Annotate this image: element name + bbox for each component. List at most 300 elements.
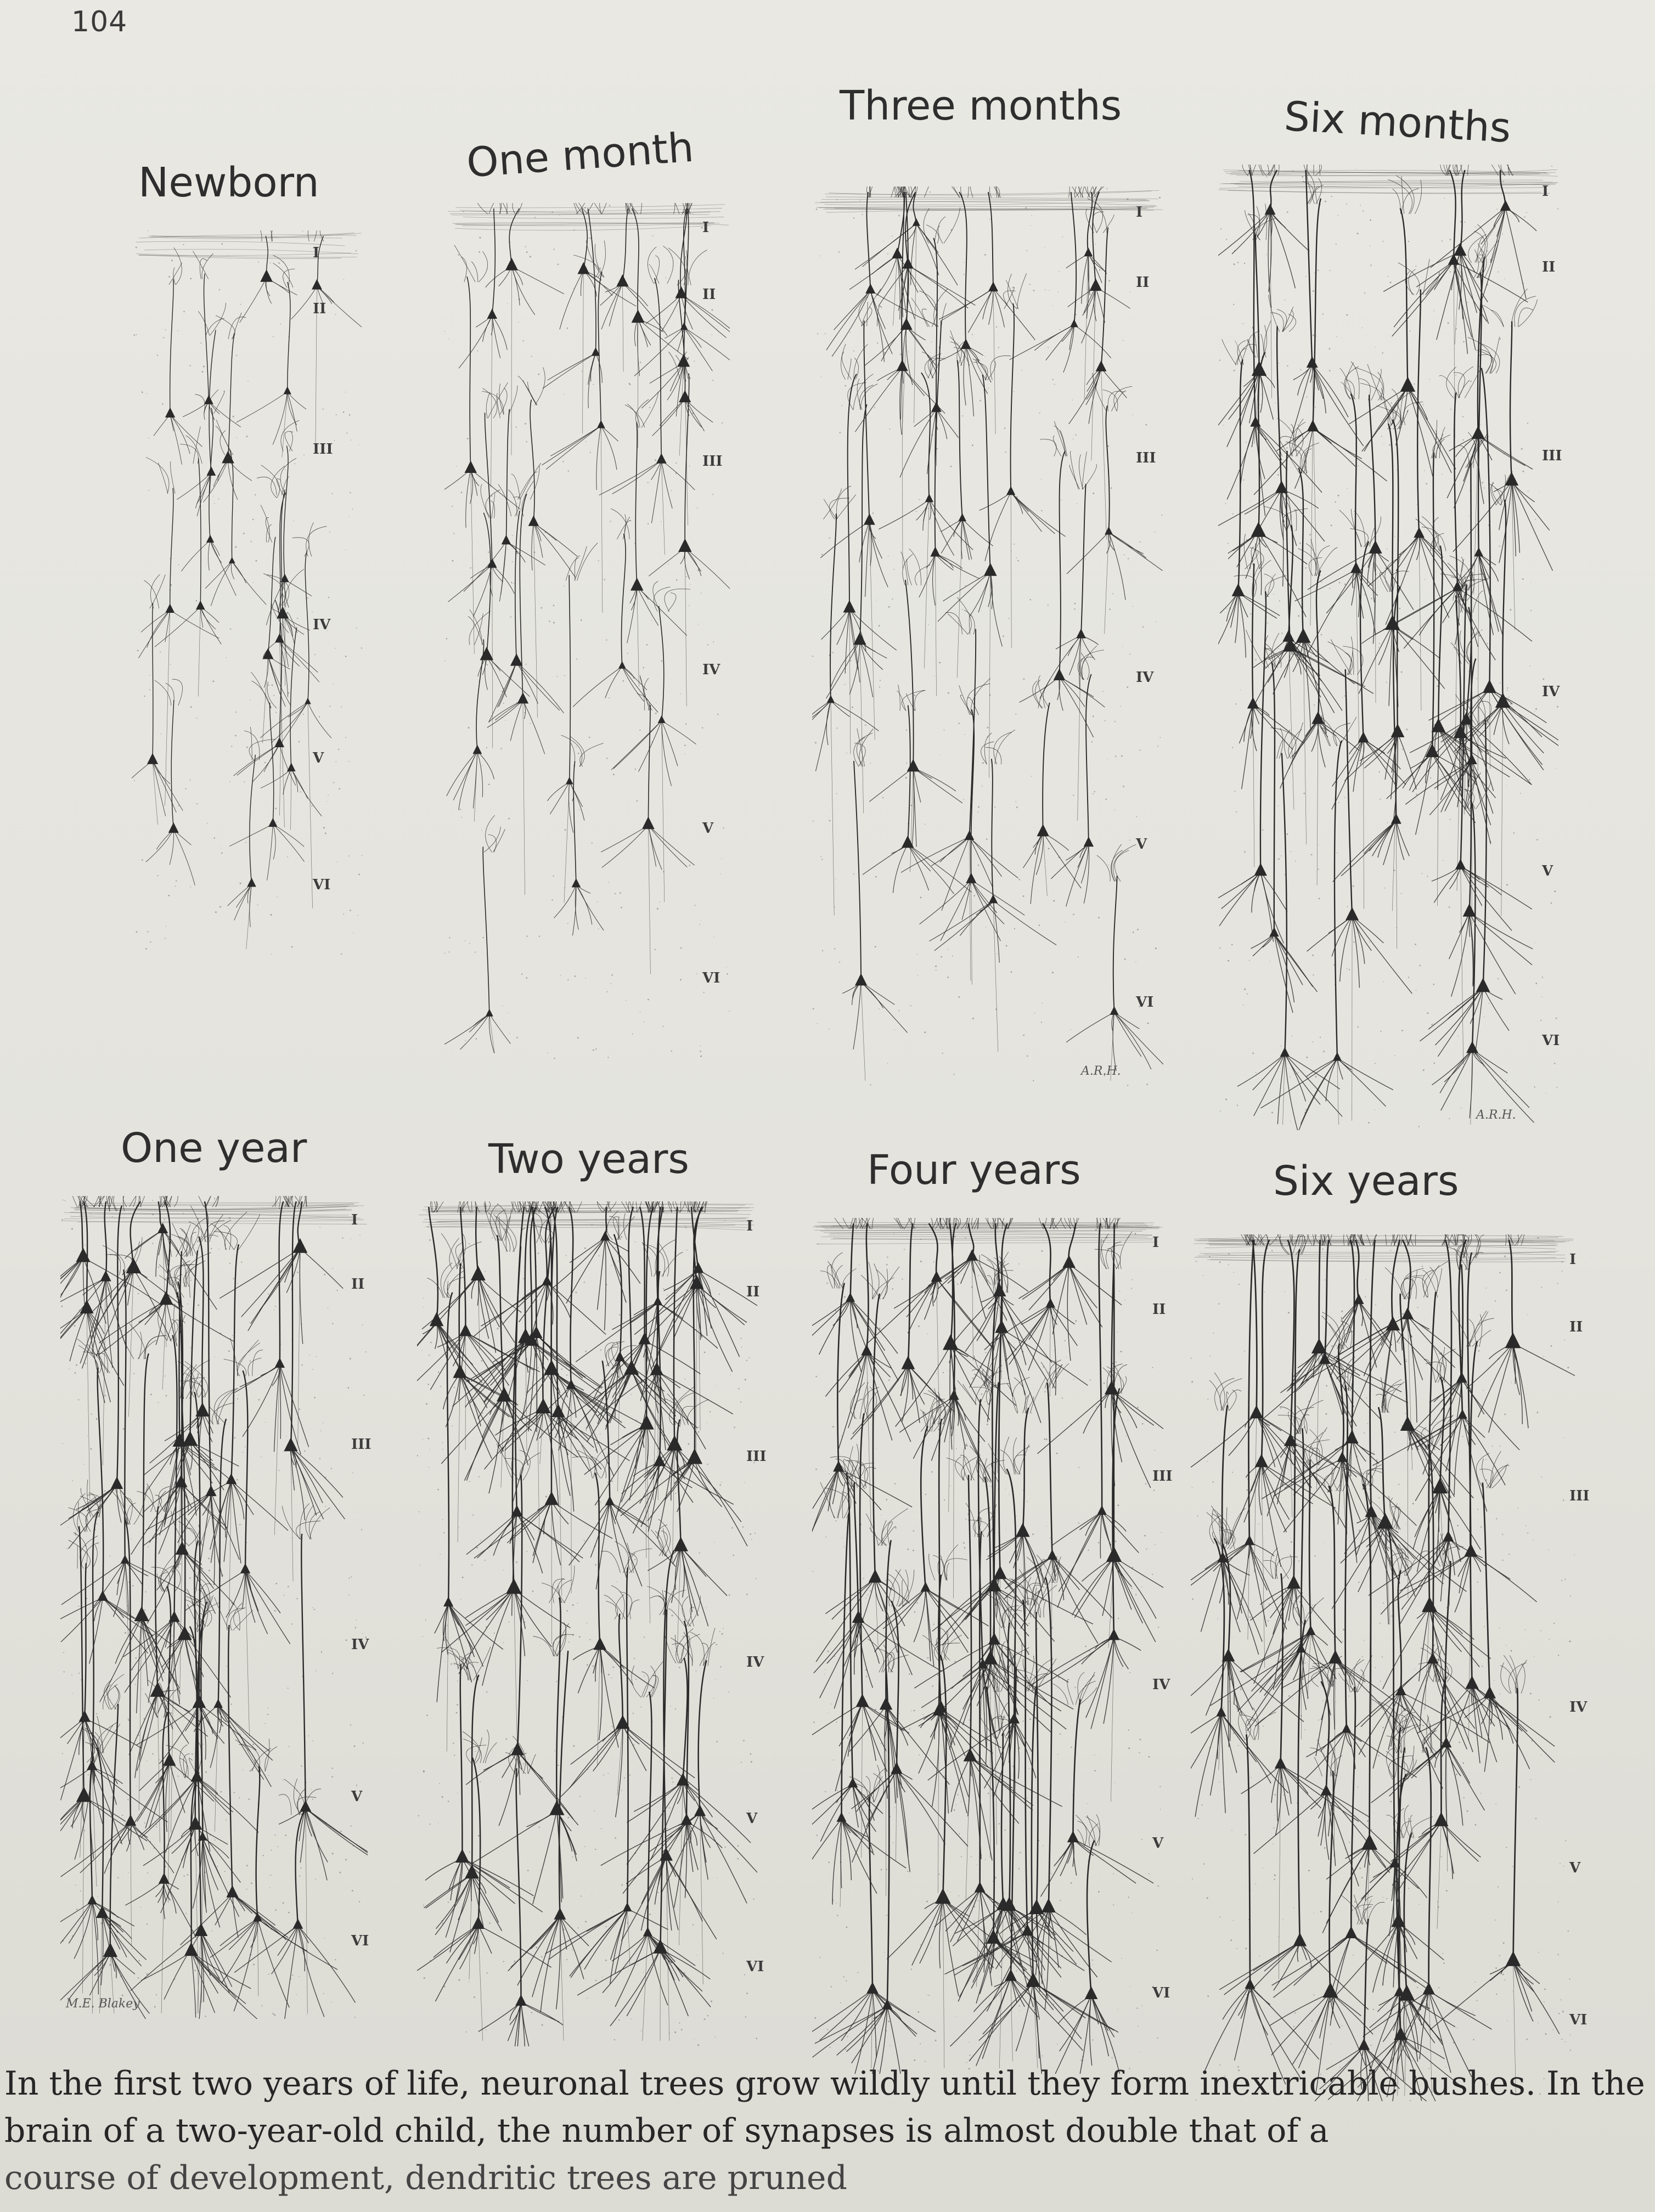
stipple [592, 843, 593, 844]
stipple [1291, 1541, 1292, 1543]
stipple [1500, 682, 1501, 684]
stipple [1561, 1580, 1562, 1581]
stipple [85, 1545, 87, 1547]
stipple [870, 280, 871, 281]
stipple [1288, 1595, 1289, 1596]
stipple [1551, 1345, 1552, 1347]
stipple [697, 2044, 699, 2046]
stipple [134, 780, 135, 781]
stipple [453, 533, 454, 534]
stipple [470, 567, 471, 568]
stipple [700, 1051, 701, 1052]
stipple [1263, 1726, 1264, 1727]
stipple [338, 749, 339, 750]
stipple [549, 620, 550, 622]
stipple [1562, 1261, 1563, 1262]
cortical-layer-label: V [351, 1788, 363, 1805]
stipple [655, 949, 656, 950]
neuron [543, 203, 621, 408]
stipple [1498, 272, 1499, 273]
stipple [160, 652, 161, 653]
stipple [1054, 384, 1055, 385]
stipple [1505, 756, 1506, 757]
neuron [941, 330, 993, 678]
stipple [822, 950, 823, 951]
stipple [340, 1872, 341, 1874]
stipple [1039, 1958, 1040, 1960]
stipple [834, 907, 835, 908]
stipple [890, 2045, 891, 2046]
stipple [323, 1993, 324, 1994]
stipple [586, 1430, 587, 1431]
stipple [486, 1691, 487, 1692]
stipple [277, 896, 278, 898]
stipple [1320, 1037, 1321, 1038]
stipple [816, 208, 818, 210]
stipple [1220, 1110, 1221, 1111]
stipple [959, 1833, 960, 1835]
stipple [475, 1456, 476, 1457]
stipple [229, 781, 230, 782]
stipple [930, 191, 931, 193]
neuron [1051, 1218, 1139, 1610]
stipple [1489, 841, 1491, 843]
stipple [1304, 1729, 1305, 1730]
stipple [601, 1551, 602, 1552]
stipple [463, 211, 464, 212]
stipple [742, 1526, 744, 1527]
stipple [312, 1607, 313, 1608]
stipple [1075, 435, 1076, 436]
stipple [1482, 701, 1483, 702]
stipple [611, 1481, 613, 1482]
stipple [280, 324, 281, 325]
stipple [190, 780, 191, 781]
stipple [1530, 1779, 1532, 1780]
stipple [746, 1360, 747, 1361]
stipple [931, 435, 933, 436]
stipple [240, 883, 241, 884]
stipple [727, 973, 728, 975]
stipple [964, 1547, 966, 1549]
stipple [731, 1527, 733, 1529]
neuron [970, 1218, 1088, 1473]
stipple [1558, 1655, 1559, 1656]
stipple [1541, 1287, 1542, 1288]
stipple [294, 1222, 295, 1223]
stipple [449, 951, 450, 952]
stipple [1518, 1786, 1520, 1788]
stipple [205, 1771, 207, 1773]
stipple [235, 546, 237, 548]
stipple [178, 1637, 179, 1638]
stipple [1406, 1361, 1407, 1362]
stipple [287, 856, 288, 857]
stipple [1034, 1691, 1035, 1692]
stipple [1395, 1933, 1397, 1934]
stipple [1336, 1345, 1337, 1346]
stipple [442, 1796, 443, 1798]
surface-fiber [1195, 1257, 1556, 1259]
stipple [1305, 567, 1307, 569]
neuron [1280, 539, 1360, 885]
illustrator-signature: A.R.H. [1476, 1108, 1516, 1122]
stipple [1495, 1920, 1496, 1921]
stipple [998, 1488, 999, 1489]
cortical-layer-label: I [746, 1218, 753, 1234]
stipple [650, 1495, 651, 1496]
stipple [586, 441, 587, 442]
stipple [860, 200, 861, 201]
stipple [812, 656, 813, 657]
stipple [1512, 1866, 1513, 1867]
stipple [246, 1542, 247, 1543]
stipple [1273, 1827, 1274, 1829]
neuron-drawing [60, 1196, 368, 2019]
stipple [870, 1084, 871, 1085]
stipple [1394, 536, 1395, 537]
stipple [1469, 1054, 1470, 1056]
stipple [517, 1759, 519, 1760]
stipple [1020, 1852, 1021, 1853]
stipple [275, 1583, 277, 1584]
stipple [1013, 1502, 1014, 1503]
stipple [1094, 791, 1095, 792]
stipple [965, 1237, 966, 1238]
stipple [545, 532, 546, 533]
stipple [953, 1074, 954, 1075]
stipple [978, 865, 980, 866]
stipple [957, 1794, 958, 1795]
neuron-drawing [132, 230, 362, 955]
stipple [1278, 648, 1279, 649]
stipple [884, 1952, 885, 1953]
stipple [1347, 906, 1348, 907]
stipple [219, 289, 220, 290]
stipple [825, 1537, 826, 1538]
stipple [601, 1829, 602, 1830]
neuron [219, 1196, 343, 1444]
stipple [1161, 1532, 1162, 1533]
stipple [189, 1577, 191, 1579]
stipple [320, 1430, 322, 1431]
stipple [246, 747, 248, 748]
neuron [1040, 452, 1099, 821]
surface-fiber [828, 1234, 1152, 1235]
stipple [864, 1488, 865, 1489]
stipple [1136, 816, 1137, 817]
stipple [627, 653, 628, 654]
stipple [350, 1358, 351, 1359]
stipple [636, 1419, 637, 1420]
stipple [312, 612, 313, 613]
stipple [1345, 1339, 1346, 1340]
stipple [226, 1819, 227, 1820]
stipple [1023, 895, 1024, 897]
stipple [612, 1726, 613, 1727]
neuron-drawing [1218, 165, 1558, 1130]
stipple [1511, 1356, 1512, 1357]
stipple [1059, 329, 1060, 330]
stipple [644, 1637, 645, 1638]
stipple [332, 1768, 333, 1769]
stipple [520, 1210, 521, 1211]
stipple [1244, 851, 1246, 853]
stipple [840, 2002, 841, 2004]
stipple [532, 1590, 534, 1592]
stipple [927, 1657, 929, 1659]
stipple [264, 762, 266, 764]
stipple [144, 696, 145, 697]
stipple [897, 1746, 898, 1747]
stipple [573, 288, 574, 289]
stipple [210, 1834, 211, 1835]
stipple [1532, 1740, 1533, 1741]
stipple [1278, 858, 1280, 860]
stipple [1508, 1554, 1510, 1555]
stipple [911, 1968, 912, 1970]
stipple [577, 1037, 579, 1039]
stipple [1161, 515, 1162, 516]
stipple [1426, 2000, 1427, 2001]
stipple [291, 1623, 292, 1624]
stipple [1234, 263, 1235, 265]
stipple [1554, 890, 1556, 892]
stipple [1233, 1920, 1234, 1921]
stipple [488, 784, 490, 786]
stipple [1219, 359, 1220, 360]
stipple [832, 1899, 834, 1900]
stipple [1391, 1920, 1392, 1921]
panel-four-years [801, 1141, 1196, 2074]
stipple [572, 1604, 574, 1606]
stipple [567, 923, 568, 924]
stipple [447, 1625, 448, 1626]
neuron [652, 248, 713, 436]
stipple [906, 730, 907, 731]
stipple [1331, 1345, 1333, 1347]
stipple [659, 901, 660, 902]
stipple [1535, 708, 1537, 710]
stipple [1389, 444, 1391, 446]
stipple [475, 952, 476, 953]
stipple [631, 1394, 632, 1395]
stipple [562, 461, 564, 462]
stipple [1288, 1312, 1290, 1313]
stipple [1031, 1683, 1032, 1684]
stipple [336, 1290, 337, 1291]
stipple [461, 492, 463, 493]
stipple [1468, 917, 1470, 919]
stipple [1094, 1754, 1095, 1756]
stipple [268, 1708, 269, 1709]
stipple [1058, 1677, 1059, 1678]
stipple [610, 521, 611, 522]
stipple [1149, 1756, 1150, 1758]
stipple [249, 1798, 250, 1800]
stipple [1207, 1897, 1208, 1899]
cortical-layer-label: III [1136, 450, 1156, 466]
stipple [531, 2012, 532, 2013]
stipple [832, 1426, 834, 1427]
stipple [634, 1559, 635, 1560]
stipple [1408, 977, 1409, 978]
stipple [534, 217, 536, 218]
stipple [649, 1821, 650, 1822]
stipple [1442, 1953, 1443, 1954]
neuron [474, 1201, 612, 1644]
stipple [572, 1634, 574, 1636]
stipple [1089, 1650, 1090, 1651]
stipple [1146, 1549, 1147, 1550]
stipple [1284, 1795, 1285, 1796]
stipple [584, 1846, 586, 1847]
stipple [291, 946, 293, 948]
stipple [751, 1761, 752, 1763]
stipple [845, 2049, 846, 2050]
stipple [132, 1585, 134, 1587]
stipple [1354, 1901, 1356, 1903]
stipple [235, 712, 237, 713]
stipple [503, 1961, 504, 1962]
panel-six-years [1180, 1152, 1608, 2107]
stipple [989, 695, 991, 696]
stipple [1225, 503, 1226, 504]
stipple [1502, 1534, 1503, 1535]
stipple [104, 1490, 106, 1492]
stipple [633, 1713, 634, 1714]
stipple [942, 1919, 943, 1920]
stipple [335, 761, 336, 763]
stipple [291, 1289, 292, 1290]
stipple [1253, 202, 1254, 203]
stipple [635, 1355, 636, 1356]
stipple [144, 1718, 145, 1720]
stipple [1324, 1346, 1325, 1348]
stipple [1133, 606, 1134, 607]
stipple [1417, 1255, 1418, 1256]
stipple [1073, 1379, 1074, 1380]
stipple [987, 727, 989, 729]
stipple [1535, 1818, 1536, 1819]
neuron-drawing [812, 1218, 1163, 2074]
stipple [1329, 370, 1331, 371]
stipple [1075, 1320, 1077, 1322]
stipple [1564, 1339, 1565, 1340]
stipple [1378, 1755, 1380, 1757]
stipple [1252, 1053, 1254, 1054]
stipple [977, 1900, 978, 1901]
stipple [325, 1477, 326, 1478]
stipple [127, 1799, 128, 1800]
cortical-layer-label: V [746, 1810, 758, 1827]
stipple [1214, 1536, 1215, 1537]
stipple [1396, 401, 1397, 402]
stipple [1437, 685, 1438, 687]
stipple [589, 737, 590, 738]
stipple [1303, 2051, 1304, 2052]
stipple [504, 1364, 505, 1365]
neuron [577, 1586, 710, 2041]
stipple [128, 1718, 129, 1719]
stipple [748, 1357, 750, 1358]
stipple [100, 1364, 102, 1365]
stipple [1149, 1874, 1150, 1875]
stipple [204, 1871, 206, 1873]
stipple [1288, 497, 1290, 498]
stipple [142, 1589, 143, 1590]
stipple [1562, 1271, 1563, 1272]
stipple [1401, 672, 1403, 673]
stipple [944, 730, 945, 731]
stipple [1401, 1882, 1403, 1883]
stipple [1536, 839, 1538, 840]
stipple [950, 466, 952, 467]
stipple [1132, 1912, 1133, 1913]
stipple [619, 1314, 621, 1316]
stipple [75, 1532, 76, 1534]
stipple [288, 1586, 289, 1588]
stipple [267, 1714, 268, 1715]
stipple [920, 897, 921, 899]
stipple [218, 1515, 220, 1516]
stipple [525, 1348, 527, 1350]
stipple [663, 871, 664, 872]
stipple [1522, 578, 1524, 580]
stipple [1442, 776, 1443, 777]
stipple [1236, 703, 1237, 704]
stipple [1380, 1031, 1381, 1032]
stipple [951, 229, 953, 231]
stipple [288, 692, 289, 694]
neuron [234, 569, 304, 785]
stipple [1349, 969, 1350, 970]
stipple [362, 1633, 363, 1634]
stipple [1091, 396, 1092, 397]
stipple [750, 1533, 751, 1535]
stipple [516, 503, 517, 504]
stipple [516, 702, 517, 703]
stipple [722, 1633, 723, 1635]
stipple [444, 331, 445, 332]
stipple [1370, 246, 1371, 247]
stipple [339, 788, 340, 790]
stipple [933, 1624, 935, 1625]
stipple [241, 1262, 242, 1263]
cortical-layer-label: I [702, 219, 710, 236]
stipple [1155, 947, 1157, 949]
stipple [980, 1620, 982, 1622]
stipple [1312, 955, 1314, 956]
stipple [219, 1626, 220, 1627]
neuron [489, 481, 564, 723]
stipple [136, 931, 138, 933]
stipple [1219, 1261, 1221, 1263]
stipple [294, 463, 295, 464]
stipple [275, 1521, 276, 1522]
stipple [354, 1746, 356, 1747]
stipple [984, 356, 985, 357]
stipple [288, 1912, 290, 1914]
neuron [1218, 204, 1276, 447]
stipple [1060, 1734, 1061, 1735]
stipple [458, 254, 460, 256]
stipple [1319, 898, 1320, 900]
stipple [448, 1901, 449, 1903]
stipple [1074, 603, 1076, 605]
stipple [1415, 944, 1416, 945]
stipple [194, 1970, 196, 1972]
